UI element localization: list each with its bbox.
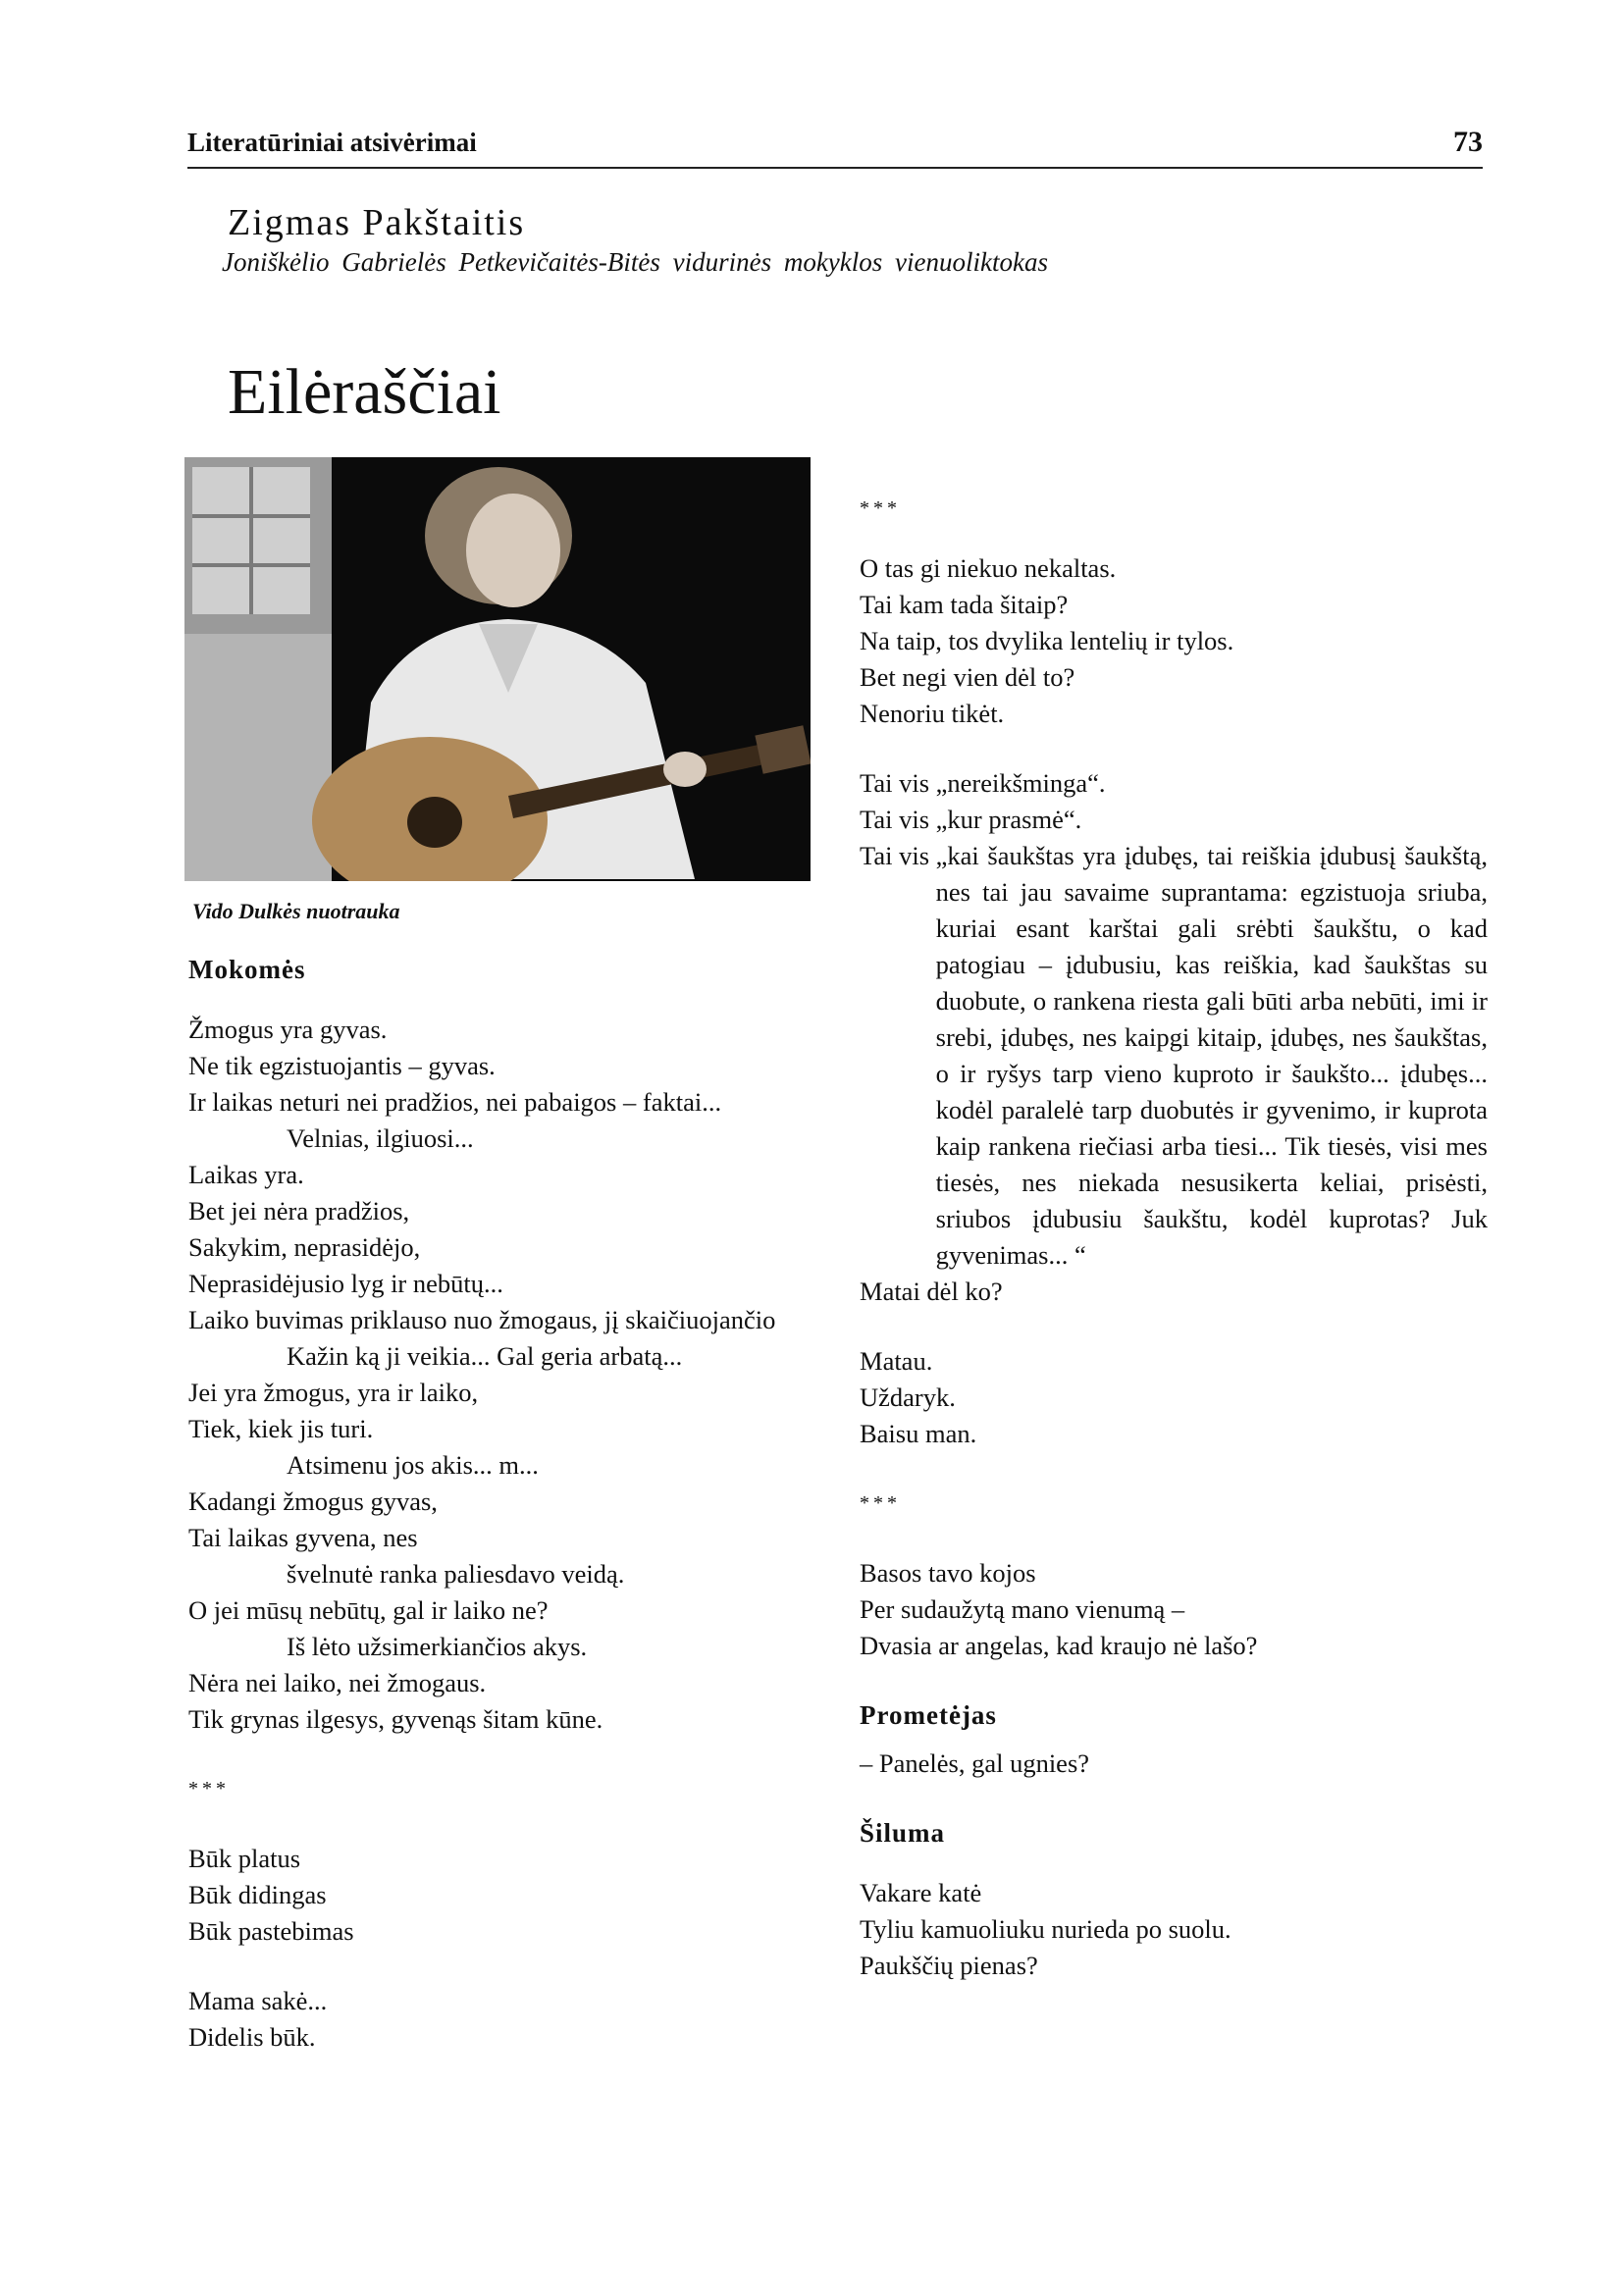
poem-line: švelnutė ranka paliesdavo veidą. xyxy=(287,1559,625,1589)
page-number: 73 xyxy=(1453,126,1483,158)
poem-line: – Panelės, gal ugnies? xyxy=(860,1748,1090,1778)
poem-line: Kažin ką ji veikia... Gal geria arbatą... xyxy=(287,1341,683,1371)
poem-line: Ir laikas neturi nei pradžios, nei pabaigos – faktai... xyxy=(188,1087,722,1117)
poem-line: Laiko buvimas priklauso nuo žmogaus, jį skaičiuojančio xyxy=(188,1305,776,1334)
poem-line: Basos tavo kojos xyxy=(860,1558,1036,1588)
poem-line: Atsimenu jos akis... m... xyxy=(287,1450,539,1480)
running-header xyxy=(187,124,1483,169)
section-stars: *** xyxy=(860,497,901,519)
poem-line: Būk didingas xyxy=(188,1880,327,1909)
poem-line: Matai dėl ko? xyxy=(860,1277,1003,1306)
poem-line: Nėra nei laiko, nei žmogaus. xyxy=(188,1668,487,1697)
poem-line: Paukščių pienas? xyxy=(860,1951,1038,1980)
poem-line: Matau. xyxy=(860,1346,933,1376)
poem-line: Kadangi žmogus gyvas, xyxy=(188,1487,438,1516)
poem-line: Tai kam tada šitaip? xyxy=(860,590,1069,619)
poem-title: Prometėjas xyxy=(860,1700,997,1730)
poem-line: Žmogus yra gyvas. xyxy=(188,1015,388,1044)
poem-line: Ne tik egzistuojantis – gyvas. xyxy=(188,1051,496,1080)
guitarist-illustration xyxy=(184,457,811,881)
poem-line: Tai vis „nereikšminga“. xyxy=(860,768,1106,798)
poem-title: Šiluma xyxy=(860,1818,946,1848)
poem-title: Mokomės xyxy=(188,955,306,984)
poem-line: Tik grynas ilgesys, gyvenąs šitam kūne. xyxy=(188,1704,603,1734)
poem-line: Neprasidėjusio lyg ir nebūtų... xyxy=(188,1269,503,1298)
poem-line: Tai vis „kur prasmė“. xyxy=(860,805,1082,834)
photo-caption: Vido Dulkės nuotrauka xyxy=(192,899,400,923)
poem-line: Na taip, tos dvylika lentelių ir tylos. xyxy=(860,626,1234,655)
poem-line: Tyliu kamuoliuku nurieda po suolu. xyxy=(860,1914,1231,1944)
poem-line: Vakare katė xyxy=(860,1878,982,1907)
journal-title: Literatūriniai atsivėrimai xyxy=(187,128,477,157)
passage-text: „kai šaukštas yra įdubęs, tai reiškia įdubusį šaukštą, nes tai jau savaime suprantama: egzistuoja sriuba, kuriai esant karštai gali srėbti šaukštu, o kad patogiau – įdubusiu, kas reiškia, kad šaukštas su duobute, o rankena riesta gali būti arba nebūti, imi ir srebi, įdubęs, nes kaipgi kitaip, įdubęs, nes šaukštas, o ir ryšys tarp vieno kuproto ir šaukšto... įdubęs... kodėl paralelė tarp duobutės ir gyvenimo, ir kuprota kaip rankena riečiasi arba tiesi... Tik tiesės, visi mes tiesės, nes niekada nesusikerta keliai, prisėsti, sriubos įdubusiu šaukštu, kodėl kuprotas? Juk gyvenimas... “ xyxy=(935,841,1488,1270)
poem-line: Didelis būk. xyxy=(188,2022,316,2052)
poem-line: Laikas yra. xyxy=(188,1160,304,1189)
page-title: Eilėraščiai xyxy=(228,356,501,428)
author-school: Joniškėlio Gabrielės Petkevičaitės-Bitės vidurinės mokyklos vienuoliktokas xyxy=(222,247,1048,277)
poem-line: Iš lėto užsimerkiančios akys. xyxy=(287,1632,588,1661)
poem-line: Sakykim, neprasidėjo, xyxy=(188,1232,421,1262)
poem-line: Uždaryk. xyxy=(860,1382,956,1412)
poem-line: Nenoriu tikėt. xyxy=(860,699,1005,728)
poem-line: Jei yra žmogus, yra ir laiko, xyxy=(188,1378,479,1407)
author-photo xyxy=(184,457,811,881)
poem-line: Būk platus xyxy=(188,1844,301,1873)
poem-line: Bet negi vien dėl to? xyxy=(860,662,1075,692)
poem-line: Per sudaužytą mano vienumą – xyxy=(860,1594,1185,1624)
right-column xyxy=(860,491,1488,1984)
section-stars: *** xyxy=(860,1492,901,1514)
passage-lead: Tai vis xyxy=(860,841,936,870)
poem-line: Tiek, kiek jis turi. xyxy=(188,1414,374,1443)
poem-line: O jei mūsų nebūtų, gal ir laiko ne? xyxy=(188,1595,549,1625)
poem-line: Baisu man. xyxy=(860,1419,977,1448)
poem-line: Dvasia ar angelas, kad kraujo nė lašo? xyxy=(860,1631,1258,1660)
poem-line: Mama sakė... xyxy=(188,1986,328,2015)
long-passage xyxy=(860,838,1488,1274)
poem-line: Tai laikas gyvena, nes xyxy=(188,1523,418,1552)
poem-line: O tas gi niekuo nekaltas. xyxy=(860,553,1117,583)
poem-line: Velnias, ilgiuosi... xyxy=(287,1123,474,1153)
author-name: Zigmas Pakštaitis xyxy=(228,202,526,243)
left-column xyxy=(188,952,856,2056)
poem-line: Būk pastebimas xyxy=(188,1916,354,1946)
section-stars: *** xyxy=(188,1778,230,1799)
poem-line: Bet jei nėra pradžios, xyxy=(188,1196,410,1226)
